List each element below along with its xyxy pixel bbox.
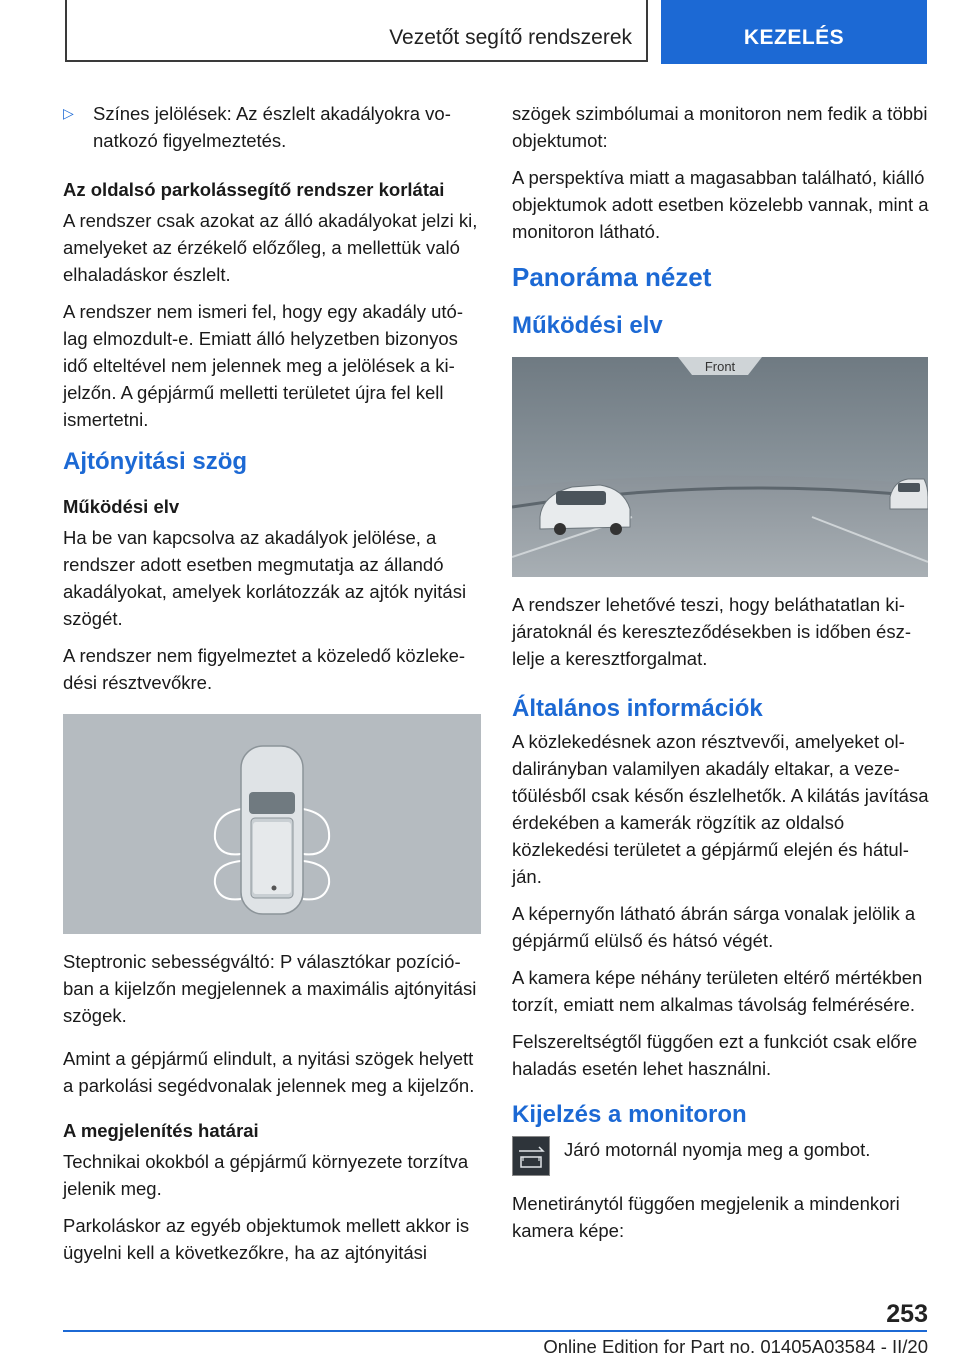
paragraph: Amint a gépjármű elindult, a nyitási szögek helyett a parkolási segédvonalak jelennek meg a kijelzőn.	[63, 1048, 475, 1096]
paragraph: A képernyőn látható ábrán sárga vonalak jelölik a gépjármű elülső és hátsó végét.	[512, 903, 916, 951]
header-section-title: Vezetőt segítő rendszerek	[389, 26, 632, 49]
left-column	[63, 100, 481, 1276]
paragraph: Menetiránytól függően megjelenik a mindenkori kamera képe:	[512, 1193, 900, 1241]
heading-general-info: Általános információk	[512, 695, 763, 722]
header-section-box	[65, 0, 648, 62]
paragraph: A rendszer csak azokat az álló akadályokat jelzi ki, amelyeket az érzékelő előzőleg, a mellettük való elhaladáskor észlelt.	[63, 210, 478, 285]
paragraph: A közlekedésnek azon résztvevői, amelyeket oldalirányban valamilyen akadály eltakar, a vezetőülésből csak későn észlelhetők. A kilátás javítása érdekében a kamerák rögzítik az oldalsó közlekedési területet a gépjármű elején és hátulján.	[512, 731, 929, 887]
footer-divider	[63, 1330, 927, 1332]
bullet-text: Színes jelölések: Az észlelt akadályokra vonatkozó figyelmeztetés.	[93, 103, 451, 151]
car-top-view-icon	[63, 714, 481, 934]
door-angle-illustration	[63, 714, 481, 934]
paragraph: szögek szimbólumai a monitoron nem fedik a többi objektumot:	[512, 103, 928, 151]
footer-edition: Online Edition for Part no. 01405A03584 - II/20	[543, 1336, 928, 1357]
heading-side-parking-limits: Az oldalsó parkolássegítő rendszer korlátai	[63, 179, 445, 200]
paragraph: A rendszer lehetővé teszi, hogy beláthatatlan kijáratoknál és kereszteződésekben is időben észlelje a keresztforgalmat.	[512, 594, 912, 669]
paragraph: A rendszer nem figyelmeztet a közeledő közlekedési résztvevőkre.	[63, 645, 466, 693]
paragraph: Felszereltségtől függően ezt a funkciót csak előre haladás esetén lehet használni.	[512, 1031, 918, 1079]
paragraph: Parkoláskor az egyéb objektumok mellett akkor is ügyelni kell a következőkre, ha az ajtónyitási	[63, 1215, 470, 1263]
triangle-bullet-icon: ▷	[63, 105, 74, 121]
paragraph: A rendszer nem ismeri fel, hogy egy akadály utólag elmozdult-e. Emiatt álló helyzetben bizonyos idő elteltével nem jelennek meg a jelölések a kijelzőn. A gépjármű melletti területet újra fel kell ismertetni.	[63, 301, 464, 430]
button-instruction	[512, 1136, 930, 1176]
header-tab-label: KEZELÉS	[743, 26, 845, 49]
panorama-scene	[512, 357, 928, 577]
bullet-item	[63, 100, 481, 154]
heading-principle: Működési elv	[512, 312, 663, 339]
panorama-camera-image	[512, 357, 928, 577]
heading-panorama-view: Panoráma nézet	[512, 262, 712, 292]
right-column	[512, 100, 930, 1254]
page-header	[65, 0, 927, 64]
heading-principle: Működési elv	[63, 496, 180, 517]
button-instruction-text: Járó motornál nyomja meg a gombot.	[564, 1139, 871, 1160]
paragraph: A perspektíva miatt a magasabban található, kiálló objektumok adott esetben közelebb vannak, mint a monitoron látható.	[512, 167, 929, 242]
heading-monitor-display: Kijelzés a monitoron	[512, 1101, 747, 1128]
paragraph: Ha be van kapcsolva az akadályok jelölése, a rendszer adott esetben megmutatja az állandó akadályokat, amelyek korlátozzák az ajtók nyitási szögét.	[63, 527, 467, 629]
heading-display-limits: A megjelenítés határai	[63, 1120, 259, 1141]
page-number: 253	[886, 1300, 928, 1328]
heading-door-angle: Ajtónyitási szög	[63, 448, 248, 475]
front-label: Front	[704, 359, 736, 374]
camera-button-icon	[512, 1136, 550, 1176]
paragraph: Technikai okokból a gépjármű környezete torzítva jelenik meg.	[63, 1151, 469, 1199]
paragraph: Steptronic sebességváltó: P választókar pozícióban a kijelzőn megjelennek a maximális ajtónyitási szögek.	[63, 951, 477, 1026]
header-tab[interactable]	[661, 0, 927, 64]
paragraph: A kamera képe néhány területen eltérő mértékben torzít, emiatt nem alkalmas távolság felmérésére.	[512, 967, 923, 1015]
